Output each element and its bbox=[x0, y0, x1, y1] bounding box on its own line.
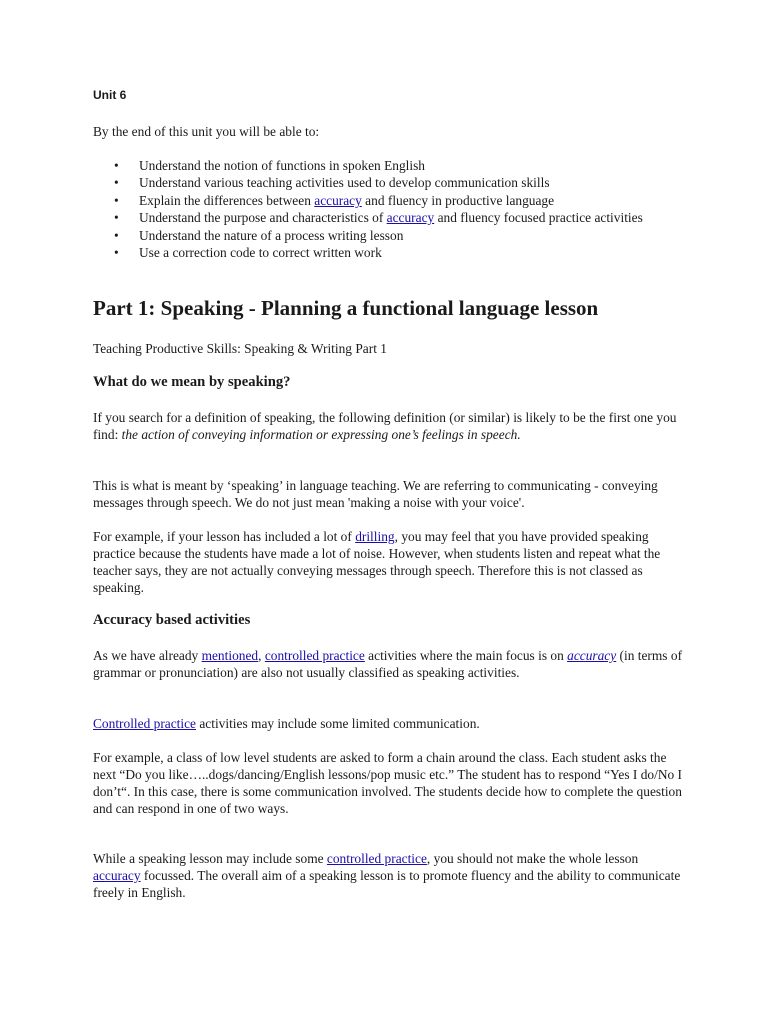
objective-item: • Understand various teaching activities used to develop communication skills bbox=[139, 174, 673, 191]
objectives-list bbox=[93, 157, 673, 261]
part-title: Part 1: Speaking - Planning a functional language lesson bbox=[93, 296, 599, 320]
heading-speaking: What do we mean by speaking? bbox=[93, 374, 291, 390]
objective-item: • Understand the purpose and characteristics of accuracy and fluency focused practice activities bbox=[139, 209, 673, 226]
controlled-practice-link[interactable]: controlled practice bbox=[326, 851, 427, 866]
objective-item: • Understand the nature of a process writing lesson bbox=[139, 227, 673, 244]
paragraph-accuracy: As we have already mentioned, controlled practice activities where the main focus is on accuracy (in terms of grammar or pronunciation) are also not usually classified as speaking activities. bbox=[93, 648, 683, 680]
paragraph-drilling: For example, if your lesson has included a lot of drilling, you may feel that you have provided speaking practice because the students have made a lot of noise. However, when students listen and repeat what the teacher says, they are not actually conveying messages through speech. Therefore this is not classed as speaking. bbox=[93, 529, 661, 595]
paragraph-controlled-practice: Controlled practice activities may include some limited communication. bbox=[93, 716, 480, 731]
mentioned-link[interactable]: mentioned bbox=[201, 648, 259, 663]
accuracy-link[interactable]: accuracy bbox=[386, 210, 435, 226]
accuracy-link[interactable]: accuracy bbox=[314, 192, 362, 208]
paragraph-definition: If you search for a definition of speaking, the following definition (or similar) is likely to be the first one you find: the action of conveying information or expressing one’s feelings in speech. bbox=[93, 410, 677, 442]
objective-item: • Understand the notion of functions in spoken English bbox=[139, 157, 673, 174]
controlled-practice-link[interactable]: Controlled practice bbox=[93, 716, 196, 731]
paragraph-conclusion: While a speaking lesson may include some controlled practice, you should not make the whole lesson accuracy focussed. The overall aim of a speaking lesson is to promote fluency and the ability to communicate freely in English. bbox=[93, 851, 681, 900]
accuracy-link[interactable]: accuracy bbox=[93, 868, 141, 883]
objective-item: • Use a correction code to correct written work bbox=[139, 244, 673, 261]
objective-item: • Explain the differences between accuracy and fluency in productive language bbox=[139, 192, 673, 209]
paragraph-example: For example, a class of low level students are asked to form a chain around the class. Each student asks the next “Do you like…..dogs/dancing/English lessons/pop music etc.” The student has to respond “Yes I do/No I don’t“. In this case, there is some communication involved. The students decide how to complete the question and can respond in one of two ways. bbox=[93, 750, 682, 816]
intro-text: By the end of this unit you will be able to: bbox=[93, 124, 320, 139]
subtitle: Teaching Productive Skills: Speaking & Writing Part 1 bbox=[93, 341, 387, 356]
drilling-link[interactable]: drilling bbox=[355, 529, 395, 544]
unit-label: Unit 6 bbox=[93, 88, 127, 102]
accuracy-link[interactable]: accuracy bbox=[567, 648, 617, 663]
heading-accuracy: Accuracy based activities bbox=[93, 612, 251, 628]
controlled-practice-link[interactable]: controlled practice bbox=[264, 648, 365, 663]
paragraph-meaning: This is what is meant by ‘speaking’ in language teaching. We are referring to communicating - conveying messages through speech. We do not just mean 'making a noise with your voice'. bbox=[93, 478, 658, 510]
